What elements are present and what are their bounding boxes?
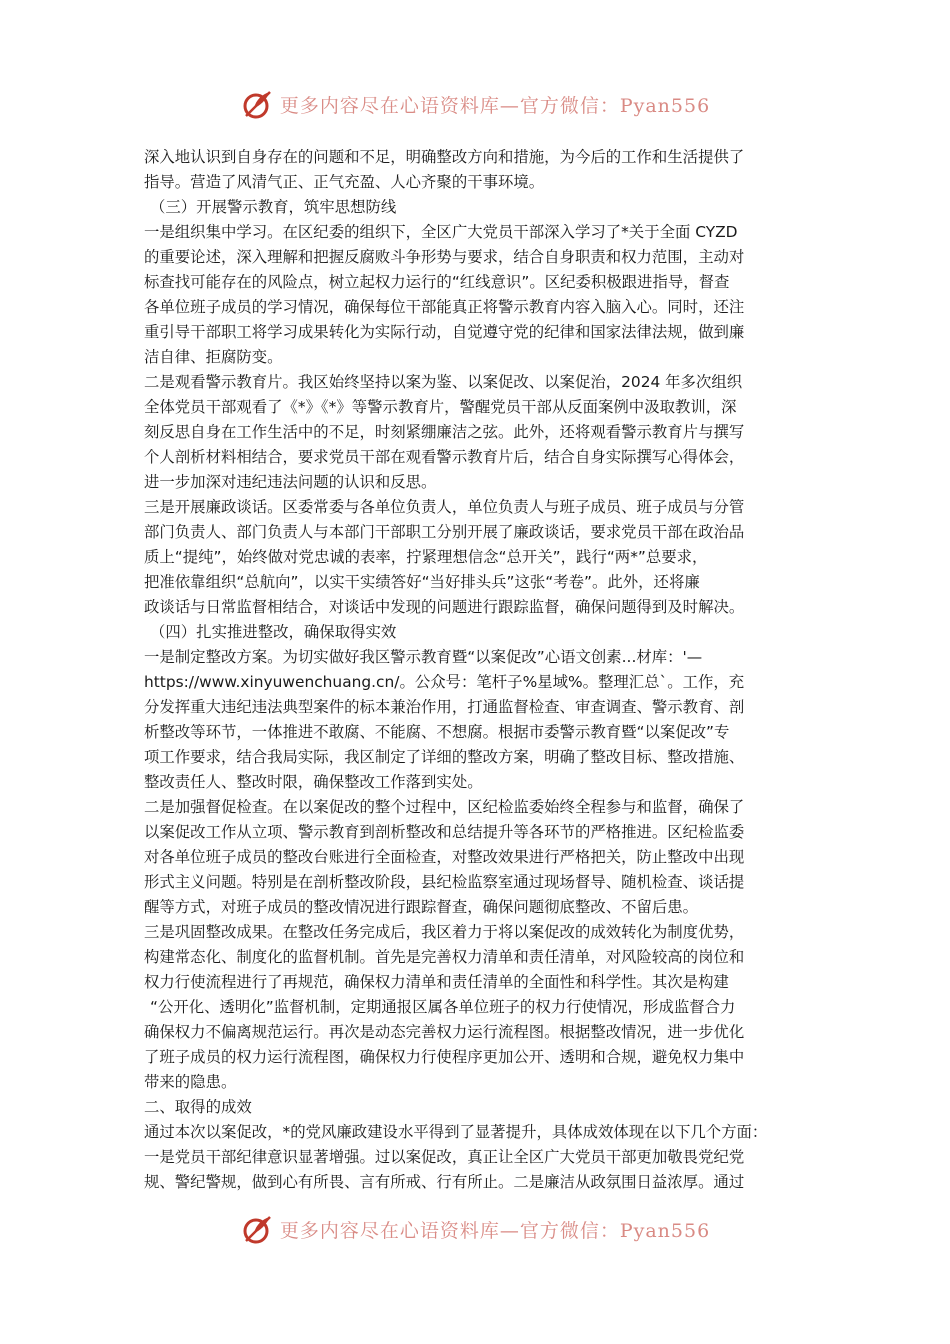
text-line: 指导。营造了风清气正、正气充盈、人心齐聚的干事环境。 — [144, 173, 545, 191]
text-line: 刻反思自身在工作生活中的不足，时刻紧绷廉洁之弦。此外，还将观看警示教育片与撰写 — [144, 423, 745, 441]
text-line: 整改责任人、整改时限，确保整改工作落到实处。 — [144, 773, 483, 791]
text-line: 了班子成员的权力运行流程图，确保权力行使程序更加公开、透明和合规，避免权力集中 — [144, 1048, 745, 1066]
feather-pen-logo-icon — [240, 86, 276, 122]
text-line: 二、取得的成效 — [144, 1098, 252, 1116]
footer-banner — [0, 1209, 950, 1249]
text-line: 个人剖析材料相结合，要求党员干部在观看警示教育片后，结合自身实际撰写心得体会， — [144, 448, 745, 466]
text-line: 部门负责人、部门负责人与本部门干部职工分别开展了廉政谈话，要求党员干部在政治品 — [144, 523, 745, 541]
text-line: 以案促改工作从立项、警示教育到剖析整改和总结提升等各环节的严格推进。区纪检监委 — [144, 823, 745, 841]
text-line: 一是组织集中学习。在区纪委的组织下，全区广大党员干部深入学习了*关于全面 CYZD — [144, 223, 738, 241]
text-line: “公开化、透明化”监督机制，定期通报区属各单位班子的权力行使情况，形成监督合力 — [150, 998, 736, 1016]
text-line: 带来的隐患。 — [144, 1073, 237, 1091]
text-line: 规、警纪警规，做到心有所畏、言有所戒、行有所止。二是廉洁从政氛围日益浓厚。通过 — [144, 1173, 745, 1191]
feather-pen-logo-icon — [240, 1211, 276, 1247]
document-body — [144, 145, 809, 1195]
text-line: 二是加强督促检查。在以案促改的整个过程中，区纪检监委始终全程参与和监督，确保了 — [144, 798, 745, 816]
text-line: 醒等方式，对班子成员的整改情况进行跟踪督查，确保问题彻底整改、不留后患。 — [144, 898, 699, 916]
text-line: 质上“提纯”，始终做对党忠诚的表率，拧紧理想信念“总开关”，践行“两*”总要求， — [144, 548, 708, 566]
text-line: （三）开展警示教育，筑牢思想防线 — [150, 198, 397, 216]
text-line: 项工作要求，结合我局实际，我区制定了详细的整改方案，明确了整改目标、整改措施、 — [144, 748, 745, 766]
text-line: 重引导干部职工将学习成果转化为实际行动，自觉遵守党的纪律和国家法律法规，做到廉 — [144, 323, 745, 341]
text-line: 分发挥重大违纪违法典型案件的标本兼治作用，打通监督检查、审查调查、警示教育、剖 — [144, 698, 745, 716]
text-line: 三是开展廉政谈话。区委常委与各单位负责人，单位负责人与班子成员、班子成员与分管 — [144, 498, 745, 516]
text-line: 全体党员干部观看了《*》《*》等警示教育片，警醒党员干部从反面案例中汲取教训，深 — [144, 398, 737, 416]
text-line: （四）扎实推进整改，确保取得实效 — [150, 623, 397, 641]
footer-banner-text: 更多内容尽在心语资料库—官方微信：Pyan556 — [279, 1219, 711, 1242]
text-line: https://www.xinyuwenchuang.cn/。公众号：笔杆子%星域%。整理汇总`。工作，充 — [144, 673, 745, 691]
text-line: 确保权力不偏离规范运行。再次是动态完善权力运行流程图。根据整改情况，进一步优化 — [144, 1023, 745, 1041]
text-line: 形式主义问题。特别是在剖析整改阶段，县纪检监察室通过现场督导、随机检查、谈话提 — [144, 873, 745, 891]
text-line: 构建常态化、制度化的监督机制。首先是完善权力清单和责任清单，对风险较高的岗位和 — [144, 948, 745, 966]
text-line: 通过本次以案促改，*的党风廉政建设水平得到了显著提升，具体成效体现在以下几个方面： — [144, 1123, 768, 1141]
text-line: 把准依靠组织“总航向”，以实干实绩答好“当好排头兵”这张“考卷”。此外，还将廉 — [144, 573, 700, 591]
text-line: 三是巩固整改成果。在整改任务完成后，我区着力于将以案促改的成效转化为制度优势， — [144, 923, 745, 941]
text-line: 权力行使流程进行了再规范，确保权力清单和责任清单的全面性和科学性。其次是构建 — [144, 973, 729, 991]
text-line: 析整改等环节，一体推进不敢腐、不能腐、不想腐。根据市委警示教育暨“以案促改”专 — [144, 723, 730, 741]
header-banner-text: 更多内容尽在心语资料库—官方微信：Pyan556 — [279, 94, 711, 117]
text-line: 进一步加深对违纪违法问题的认识和反思。 — [144, 473, 437, 491]
text-line: 各单位班子成员的学习情况，确保每位干部能真正将警示教育内容入脑入心。同时，还注 — [144, 298, 745, 316]
text-line: 一是制定整改方案。为切实做好我区警示教育暨“以案促改”心语文创素...材库：'— — [144, 648, 703, 666]
text-line: 深入地认识到自身存在的问题和不足，明确整改方向和措施，为今后的工作和生活提供了 — [144, 148, 745, 166]
text-line: 对各单位班子成员的整改台账进行全面检查，对整改效果进行严格把关，防止整改中出现 — [144, 848, 745, 866]
text-line: 洁自律、拒腐防变。 — [144, 348, 283, 366]
header-banner — [0, 84, 950, 124]
text-line: 标查找可能存在的风险点，树立起权力运行的“红线意识”。区纪委积极跟进指导，督查 — [144, 273, 730, 291]
text-line: 一是党员干部纪律意识显著增强。过以案促改，真正让全区广大党员干部更加敬畏党纪党 — [144, 1148, 745, 1166]
text-line: 二是观看警示教育片。我区始终坚持以案为鉴、以案促改、以案促治，2024 年多次组织 — [144, 373, 743, 391]
text-line: 的重要论述，深入理解和把握反腐败斗争形势与要求，结合自身职责和权力范围，主动对 — [144, 248, 745, 266]
text-line: 政谈话与日常监督相结合，对谈话中发现的问题进行跟踪监督，确保问题得到及时解决。 — [144, 598, 745, 616]
